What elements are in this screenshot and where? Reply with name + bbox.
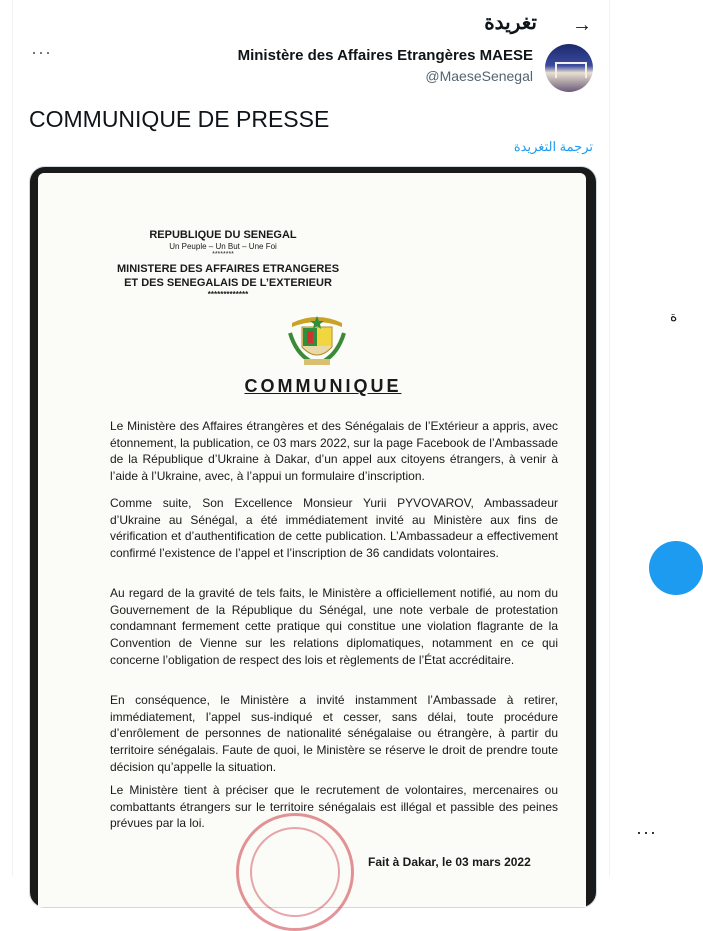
doc-republic: REPUBLIQUE DU SENEGAL: [149, 229, 297, 241]
page-title: تغريدة: [484, 12, 537, 34]
doc-motto: Un Peuple – Un But – Une Foi: [169, 242, 277, 251]
doc-heading: COMMUNIQUE: [244, 376, 402, 396]
doc-stars-2: *************: [207, 290, 249, 299]
avatar[interactable]: [545, 44, 593, 92]
press-release-document: [38, 173, 586, 907]
more-options-icon[interactable]: ···: [31, 42, 52, 62]
more-menu-icon[interactable]: ···: [636, 822, 657, 842]
doc-signature-line: Fait à Dakar, le 03 mars 2022: [368, 855, 531, 869]
arrow-right-icon[interactable]: →: [572, 14, 592, 36]
sidebar-text-fragment: ة: [670, 308, 678, 324]
author-handle[interactable]: @MaeseSenegal: [425, 68, 533, 84]
doc-paragraph-5: Le Ministère tient à préciser que le recrutement de volontaires, mercenaires ou combattants étrangers sur le territoire sénégalais est illégal et passible des peines prévues par la loi.: [110, 783, 558, 831]
translate-link[interactable]: ترجمة التغريدة: [513, 139, 593, 154]
doc-stars: ********: [212, 251, 234, 258]
official-stamp-inner: [250, 827, 340, 917]
tweet-text: COMMUNIQUE DE PRESSE: [29, 106, 330, 132]
doc-ministry-line2: ET DES SENEGALAIS DE L’EXTERIEUR: [124, 277, 332, 289]
doc-paragraph-1: Le Ministère des Affaires étrangères et des Sénégalais de l’Extérieur a appris, avec étonnement, la publication, ce 03 mars 2022, sur la page Facebook de l’Ambassade de la République d’Ukraine à Dakar, d’un appel aux citoyens étrangers, à venir à l’aide à l’Ukraine, avec, à l’appui un formulaire d’inscription.: [110, 419, 558, 484]
compose-button[interactable]: [649, 541, 703, 595]
doc-paragraph-2: Comme suite, Son Excellence Monsieur Yurii PYVOVAROV, Ambassadeur d’Ukraine au Sénégal, a été immédiatement invité au Ministère aux fins de vérification et d’authentification de cette publication. L’Ambassadeur a effectivement confirmé l’existence de l’appel et l’inscription de 36 candidats volontaires.: [110, 496, 558, 561]
coat-of-arms-icon: [286, 313, 348, 369]
doc-paragraph-4: En conséquence, le Ministère a invité instamment l’Ambassade à retirer, immédiatement, l’appel sus-indiqué et cesser, sans délai, toute procédure d’enrôlement de personnes de nationalité sénégalaise ou étrangère, à partir du territoire sénégalais. Faute de quoi, le Ministère se réserve le droit de prendre toute décision qu’appelle la situation.: [110, 693, 558, 774]
doc-ministry-line1: MINISTERE DES AFFAIRES ETRANGERES: [116, 263, 340, 275]
doc-paragraph-3: Au regard de la gravité de tels faits, le Ministère a officiellement notifié, au nom du Gouvernement de la République du Sénégal, une note verbale de protestation condamnant fermement cette pratique qui constitue une violation flagrante de la Convention de Vienne sur les relations diplomatiques, notamment en ce qui concerne l’obligation de respect des lois et règlements de l’État accréditaire.: [110, 586, 558, 667]
author-name[interactable]: Ministère des Affaires Etrangères MAESE: [237, 47, 533, 64]
tweet-image[interactable]: [29, 166, 597, 908]
tweet-header: [13, 0, 609, 50]
tweet-column: [12, 0, 610, 876]
